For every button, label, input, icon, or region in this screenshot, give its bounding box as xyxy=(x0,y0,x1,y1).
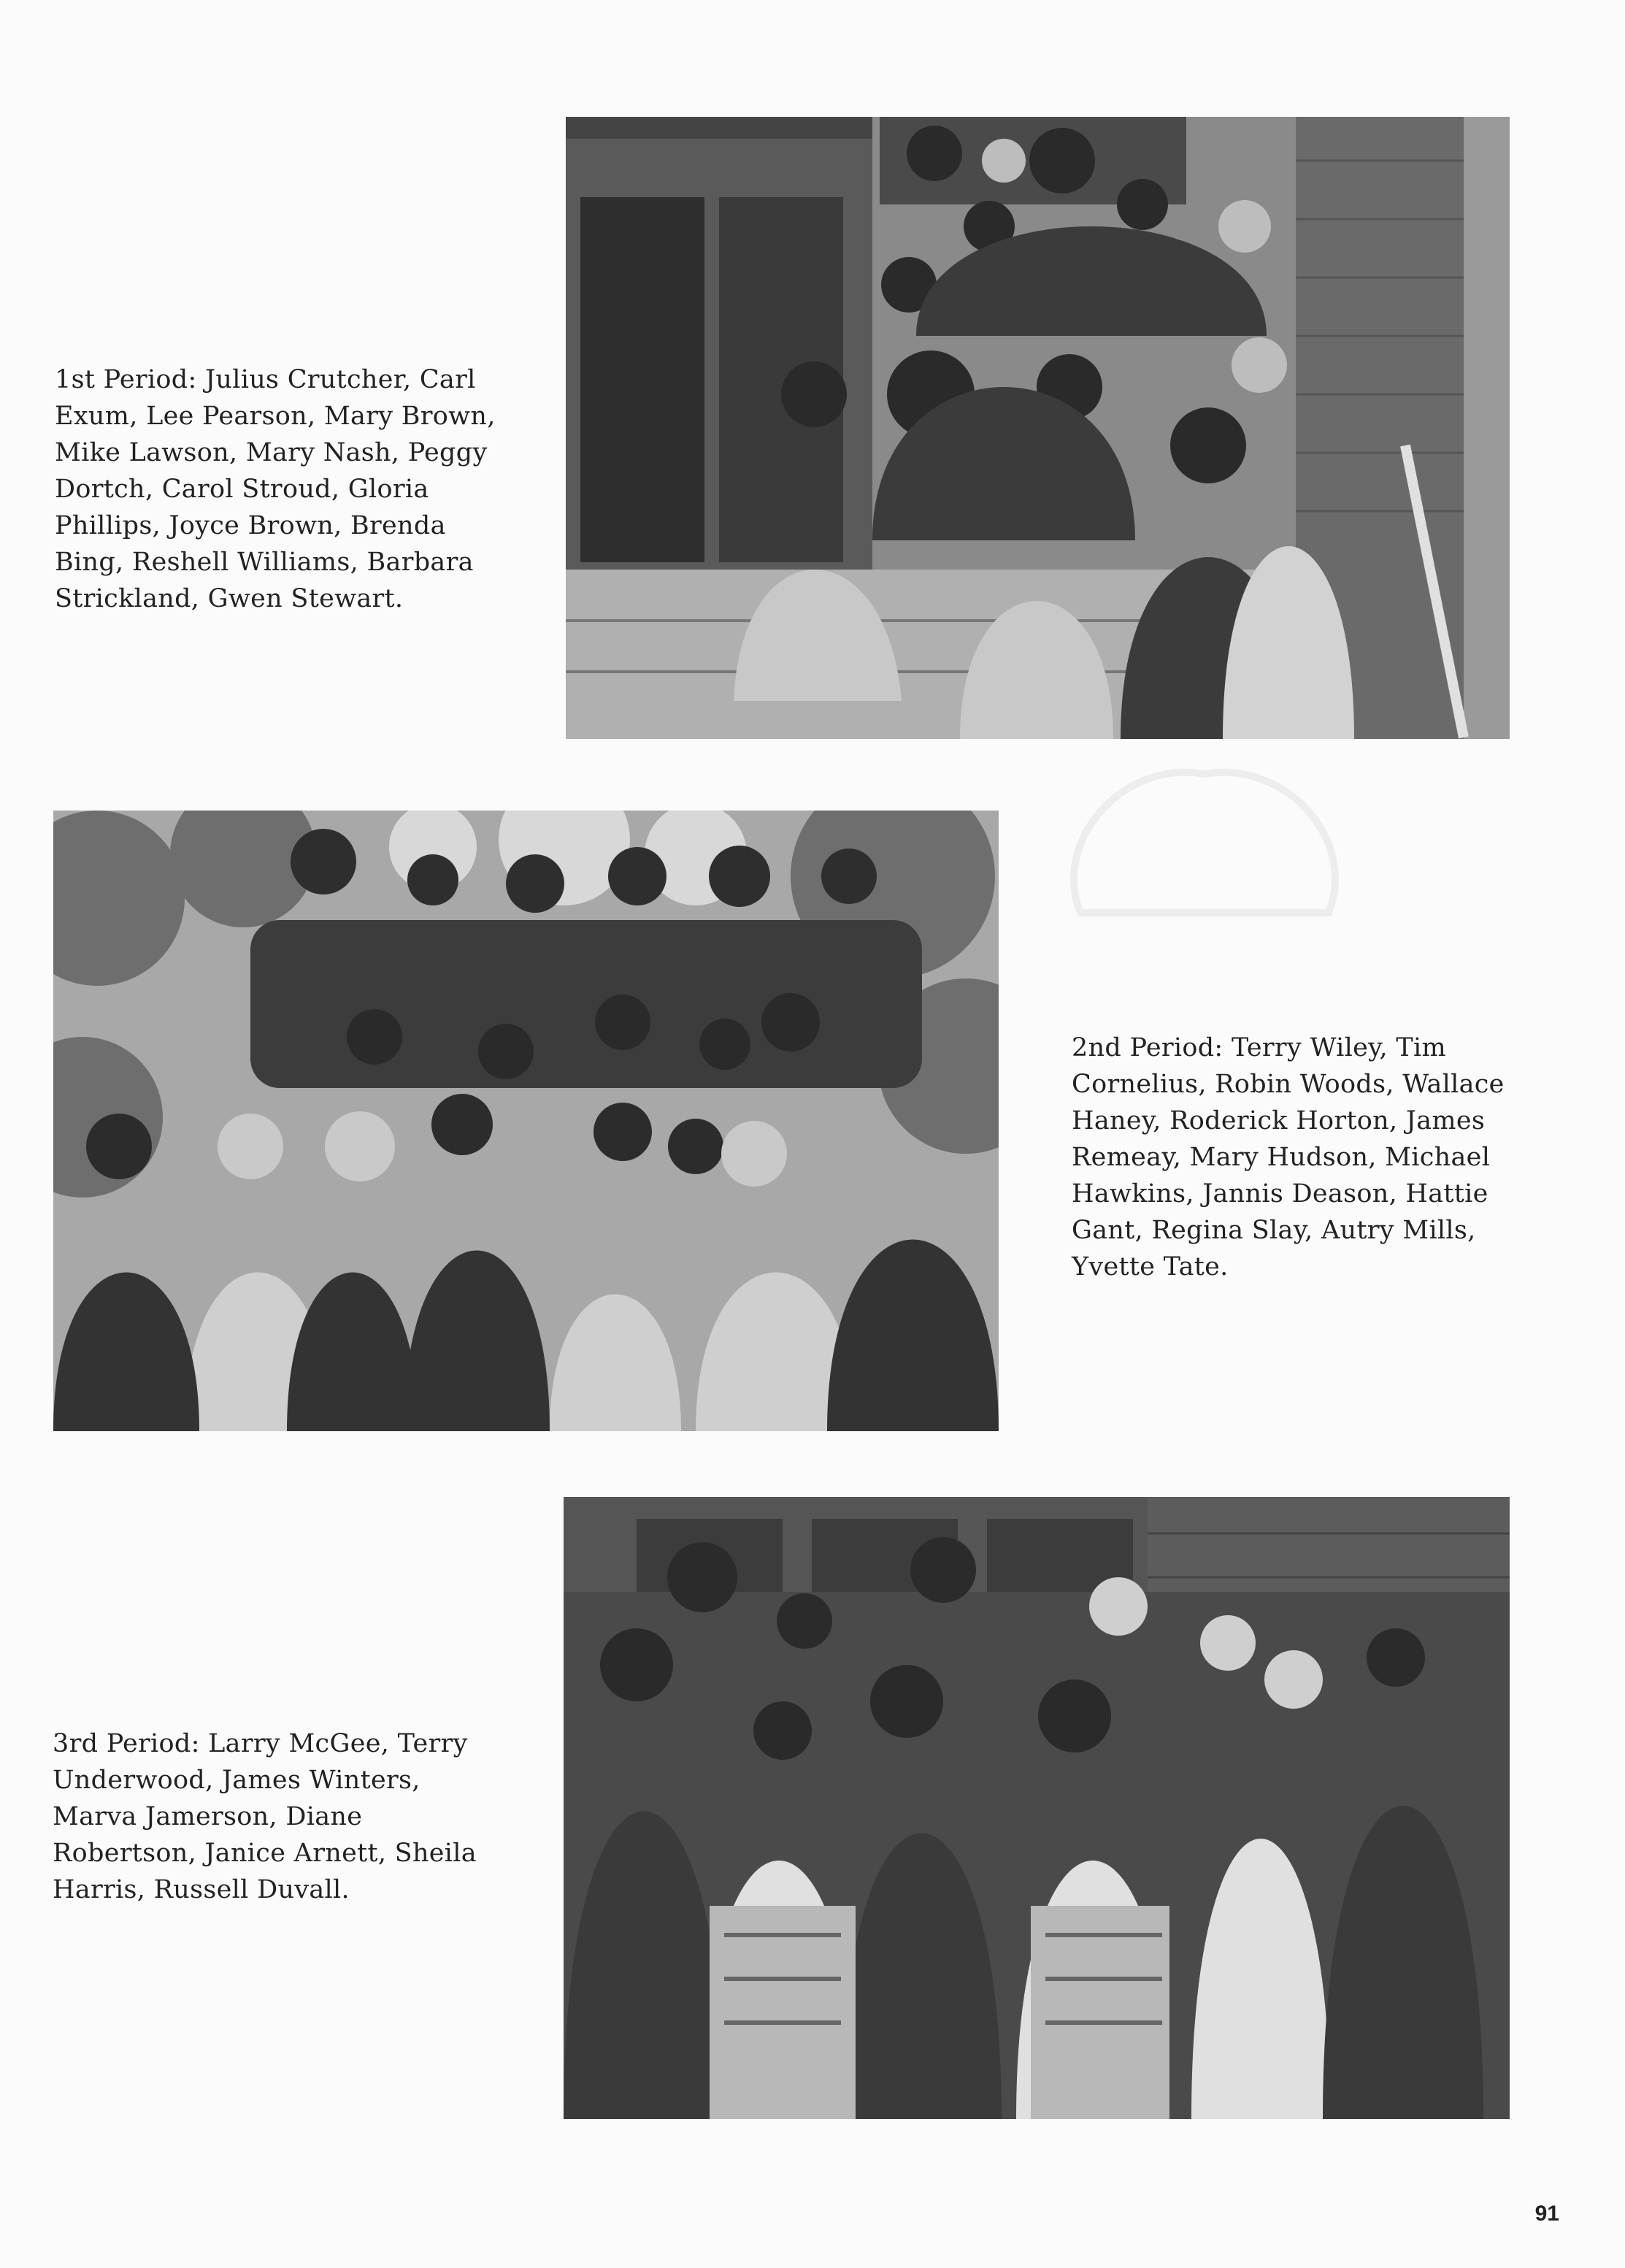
watermark-emblem-icon xyxy=(1037,730,1372,949)
group-photo-1st-period xyxy=(566,117,1510,739)
caption-3rd-period: 3rd Period: Larry McGee, Terry Underwood, James Winters, Marva Jamerson, Diane Robertson, Janice Arnett, Sheila Harris, Russell Duvall. xyxy=(53,1729,477,1904)
group-photo-3rd-period xyxy=(564,1497,1510,2119)
caption-1st-period: 1st Period: Julius Crutcher, Carl Exum, Lee Pearson, Mary Brown, Mike Lawson, Mary Nash, Peggy Dortch, Carol Stroud, Gloria Phillips, Joyce Brown, Brenda Bing, Reshell Williams, Barbara Strickland, Gwen Stewart. xyxy=(55,365,496,613)
caption-2nd-period: 2nd Period: Terry Wiley, Tim Cornelius, Robin Woods, Wallace Haney, Roderick Horton, James Remeay, Mary Hudson, Michael Hawkins, Jannis Deason, Hattie Gant, Regina Slay, Autry Mills, Yvette Tate. xyxy=(1072,1033,1505,1282)
group-photo-2nd-period xyxy=(53,811,999,1431)
page-number: 91 xyxy=(1534,2202,1559,2226)
